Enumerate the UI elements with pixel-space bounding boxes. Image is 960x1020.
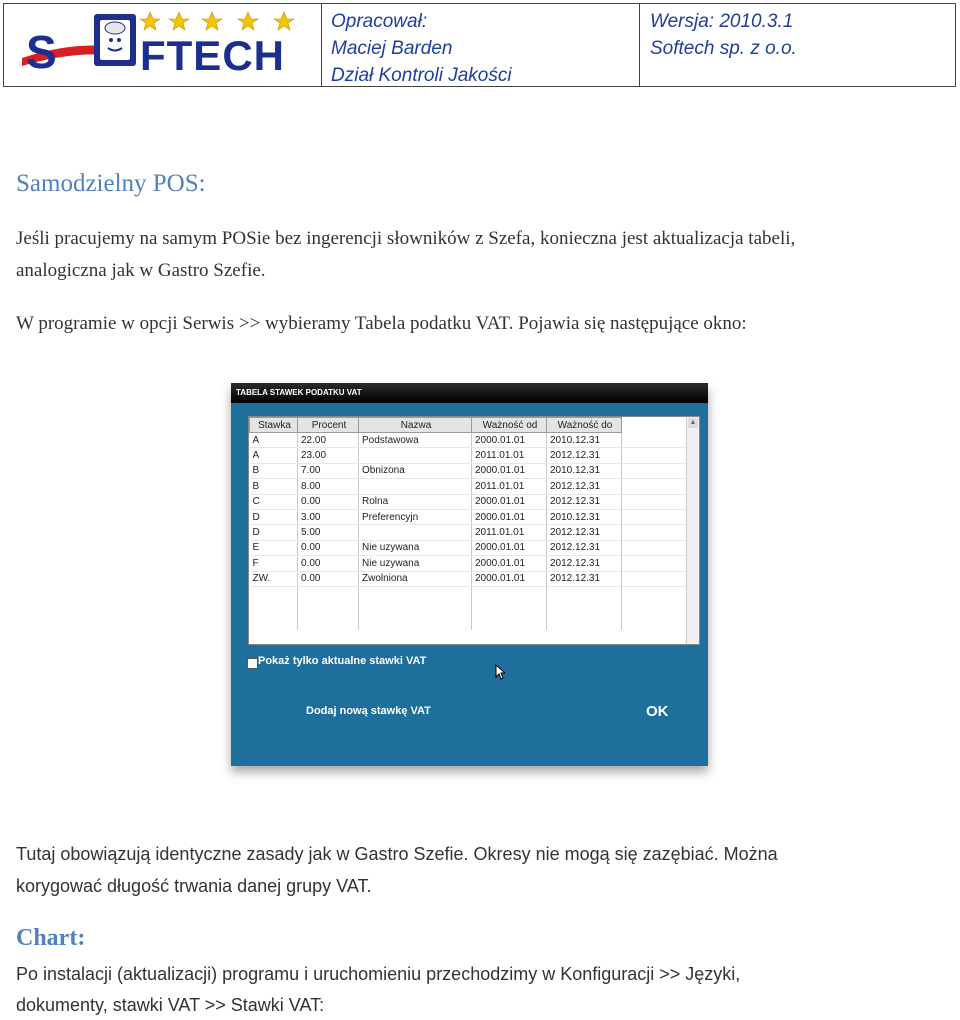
table-cell: 2011.01.01: [472, 448, 547, 463]
window-title: TABELA STAWEK PODATKU VAT: [231, 383, 708, 403]
after-paragraph-line-2: korygować długość trwania danej grupy VAT.: [16, 876, 372, 896]
table-row[interactable]: [250, 540, 693, 555]
author-name: Maciej Barden: [331, 38, 453, 59]
table-cell: 2012.12.31: [547, 448, 622, 463]
table-cell: 2012.12.31: [547, 571, 622, 586]
table-cell-empty: [622, 586, 693, 601]
table-cell-empty: [622, 433, 693, 448]
table-cell-empty: [472, 616, 547, 630]
table-header-row: [250, 418, 693, 433]
table-cell: Obnizona: [359, 463, 472, 478]
version: Wersja: 2010.3.1: [650, 11, 794, 32]
table-cell-empty: [622, 463, 693, 478]
table-cell: B: [250, 463, 298, 478]
pos-paragraph-1-line-1: Jeśli pracujemy na samym POSie bez ingerencji słowników z Szefa, konieczna jest aktualizacja tabeli,: [16, 228, 796, 249]
vat-table-body: [250, 433, 693, 631]
pos-heading: Samodzielny POS:: [16, 170, 206, 197]
table-cell-empty: [298, 601, 359, 615]
table-cell: 2000.01.01: [472, 463, 547, 478]
col-header-empty: [622, 418, 693, 433]
table-cell-empty: [622, 494, 693, 509]
col-header-waznosc-do[interactable]: Ważność do: [547, 418, 622, 433]
table-row[interactable]: [250, 494, 693, 509]
table-cell: 2012.12.31: [547, 494, 622, 509]
department: Dział Kontroli Jakości: [331, 65, 512, 86]
table-cell-empty: [359, 616, 472, 630]
table-cell: D: [250, 509, 298, 524]
table-cell: [359, 525, 472, 540]
version-cell: [640, 4, 955, 86]
table-cell-empty: [622, 479, 693, 494]
table-cell-empty: [298, 586, 359, 601]
table-cell: 2000.01.01: [472, 556, 547, 571]
table-row[interactable]: [250, 525, 693, 540]
table-cell-empty: [622, 571, 693, 586]
mouse-cursor-icon: [495, 664, 505, 680]
vat-table-container: [248, 416, 700, 645]
table-cell: 2000.01.01: [472, 571, 547, 586]
table-cell: 2010.12.31: [547, 509, 622, 524]
author-label: Opracował:: [331, 11, 428, 32]
table-cell-empty: [359, 601, 472, 615]
vat-table-window: [231, 383, 708, 766]
table-cell-empty: [622, 448, 693, 463]
chart-paragraph-line-1: Po instalacji (aktualizacji) programu i uruchomieniu przechodzimy w Konfiguracji >> Języki,: [16, 964, 741, 984]
table-cell: 8.00: [298, 479, 359, 494]
table-cell: 2012.12.31: [547, 556, 622, 571]
pos-paragraph-2: W programie w opcji Serwis >> wybieramy Tabela podatku VAT. Pojawia się następujące okno:: [16, 313, 747, 334]
table-cell: C: [250, 494, 298, 509]
table-cell: 0.00: [298, 494, 359, 509]
table-cell: 3.00: [298, 509, 359, 524]
table-cell-empty: [250, 601, 298, 615]
table-cell: D: [250, 525, 298, 540]
table-cell: 2012.12.31: [547, 479, 622, 494]
chart-heading: Chart:: [16, 925, 86, 951]
table-row-empty: [250, 616, 693, 630]
table-cell: 2000.01.01: [472, 540, 547, 555]
table-cell: F: [250, 556, 298, 571]
table-cell: 5.00: [298, 525, 359, 540]
table-cell: B: [250, 479, 298, 494]
table-cell-empty: [472, 601, 547, 615]
table-cell: E: [250, 540, 298, 555]
table-row-empty: [250, 601, 693, 615]
table-cell: [359, 448, 472, 463]
table-cell: 2011.01.01: [472, 525, 547, 540]
table-cell: A: [250, 448, 298, 463]
table-cell: 23.00: [298, 448, 359, 463]
table-cell: Podstawowa: [359, 433, 472, 448]
table-cell: 2012.12.31: [547, 540, 622, 555]
ok-button[interactable]: OK: [646, 703, 669, 720]
table-row[interactable]: [250, 479, 693, 494]
table-cell-empty: [622, 525, 693, 540]
table-row[interactable]: [250, 571, 693, 586]
table-cell: 22.00: [298, 433, 359, 448]
col-header-nazwa[interactable]: Nazwa: [359, 418, 472, 433]
table-cell: Zwolniona: [359, 571, 472, 586]
table-cell-empty: [622, 509, 693, 524]
table-cell: 2011.01.01: [472, 479, 547, 494]
table-cell-empty: [472, 586, 547, 601]
col-header-stawka[interactable]: Stawka: [250, 418, 298, 433]
table-cell: 0.00: [298, 556, 359, 571]
table-cell: Nie uzywana: [359, 540, 472, 555]
table-cell: 2010.12.31: [547, 463, 622, 478]
author-cell: [322, 4, 640, 86]
table-cell: 2000.01.01: [472, 494, 547, 509]
current-rates-checkbox-label: Pokaż tylko aktualne stawki VAT: [258, 655, 427, 667]
table-cell: Preferencyjn: [359, 509, 472, 524]
table-cell: 7.00: [298, 463, 359, 478]
col-header-procent[interactable]: Procent: [298, 418, 359, 433]
table-row[interactable]: [250, 556, 693, 571]
table-cell-empty: [359, 586, 472, 601]
table-cell-empty: [250, 586, 298, 601]
table-cell-empty: [547, 601, 622, 615]
vat-table: [249, 417, 692, 630]
table-cell-empty: [622, 601, 693, 615]
table-row-empty: [250, 586, 693, 601]
table-cell: 2000.01.01: [472, 433, 547, 448]
svg-text:FTECH: FTECH: [140, 32, 285, 79]
table-cell: A: [250, 433, 298, 448]
table-cell-empty: [622, 616, 693, 630]
scroll-up-icon[interactable]: ▲: [689, 419, 697, 426]
table-cell-empty: [622, 540, 693, 555]
current-rates-checkbox[interactable]: [247, 658, 258, 669]
add-vat-rate-button[interactable]: Dodaj nową stawkę VAT: [306, 705, 431, 717]
after-paragraph-line-1: Tutaj obowiązują identyczne zasady jak w Gastro Szefie. Okresy nie mogą się zazębiać. Można: [16, 844, 778, 864]
table-row[interactable]: [250, 509, 693, 524]
table-cell: Nie uzywana: [359, 556, 472, 571]
table-scrollbar[interactable]: [686, 417, 699, 644]
table-cell-empty: [250, 616, 298, 630]
table-cell: 2012.12.31: [547, 525, 622, 540]
table-row[interactable]: [250, 448, 693, 463]
document-header: [3, 3, 956, 87]
table-cell: [359, 479, 472, 494]
table-cell: 2010.12.31: [547, 433, 622, 448]
table-cell-empty: [622, 556, 693, 571]
table-cell: Rolna: [359, 494, 472, 509]
table-cell: ZW.: [250, 571, 298, 586]
table-cell: 0.00: [298, 540, 359, 555]
svg-text:S: S: [26, 26, 57, 78]
chart-paragraph-line-2: dokumenty, stawki VAT >> Stawki VAT:: [16, 995, 325, 1015]
col-header-waznosc-od[interactable]: Ważność od: [472, 418, 547, 433]
table-row[interactable]: [250, 433, 693, 448]
logo-cell: [4, 4, 322, 86]
table-cell-empty: [547, 616, 622, 630]
table-row[interactable]: [250, 463, 693, 478]
table-cell: 0.00: [298, 571, 359, 586]
softech-logo: [22, 8, 312, 80]
table-cell-empty: [298, 616, 359, 630]
company: Softech sp. z o.o.: [650, 38, 797, 59]
table-cell: 2000.01.01: [472, 509, 547, 524]
pos-paragraph-1-line-2: analogiczna jak w Gastro Szefie.: [16, 260, 266, 281]
table-cell-empty: [547, 586, 622, 601]
